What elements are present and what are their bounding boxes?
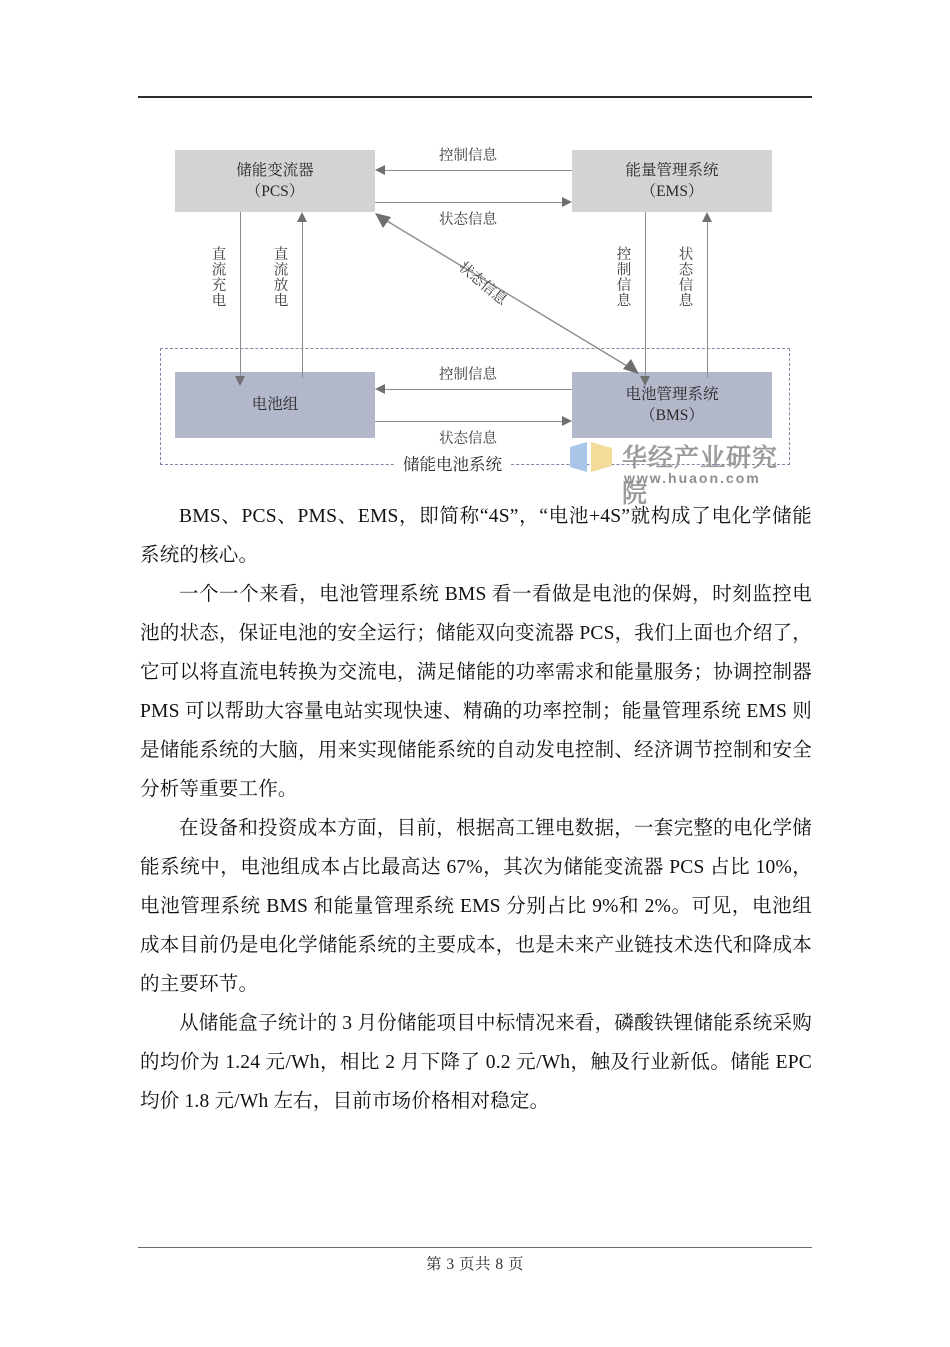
page-number: 第 3 页共 8 页 bbox=[425, 1256, 524, 1273]
edge-label-pcs-ems-control: 控制信息 bbox=[439, 148, 497, 164]
edge-label-bms-control: 控制信息 bbox=[614, 246, 631, 308]
paragraph: 一个一个来看，电池管理系统 BMS 看一看做是电池的保姆，时刻监控电池的状态，保证电池的安全运行；储能双向变流器 PCS，我们上面也介绍了，它可以将直流电转换为交流电，满足储能的功率需求和能量服务；协调控制器 PMS 可以帮助大容量电站实现快速、精确的功率控制；能量管理系统 EMS 则是储能系统的大脑，用来实现储能系统的自动发电控制、经济调节控制和安全分析等重要工作。 bbox=[140, 584, 812, 800]
node-battery-pack-line1: 电池组 bbox=[251, 396, 299, 414]
watermark-title: 华经产业研究院 bbox=[622, 444, 779, 508]
edge-label-dc-charge: 直流充电 bbox=[209, 246, 226, 308]
huaon-logo-icon bbox=[570, 442, 612, 472]
watermark-url: www.huaon.com bbox=[624, 470, 761, 486]
edge-label-diagonal-status: 状态信息 bbox=[455, 259, 510, 309]
paragraph: 从储能盒子统计的 3 月份储能项目中标情况来看，磷酸铁锂储能系统采购的均价为 1.24 元/Wh，相比 2 月下降了 0.2 元/Wh，触及行业新低。储能 EPC 均价 1.8 元/Wh 左右，目前市场价格相对稳定。 bbox=[140, 1013, 812, 1112]
paragraph: 在设备和投资成本方面，目前，根据高工锂电数据，一套完整的电化学储能系统中，电池组成本占比最高达 67%，其次为储能变流器 PCS 占比 10%，电池管理系统 BMS 和能量管理系统 EMS 分别占比 9%和 2%。可见，电池组成本目前仍是电化学储能系统的主要成本，也是未来产业链技术迭代和降成本的主要环节。 bbox=[140, 818, 812, 995]
node-ems-line2: （EMS） bbox=[640, 183, 704, 200]
document-body bbox=[140, 497, 812, 1121]
edge-bms-to-pack-control-line bbox=[385, 389, 572, 390]
edge-pack-to-bms-status-arrowhead bbox=[562, 416, 572, 426]
node-pcs-line1: 储能变流器 bbox=[236, 161, 314, 179]
storage-battery-system-label: 储能电池系统 bbox=[395, 451, 510, 475]
page-footer-rule bbox=[138, 1247, 812, 1248]
node-bms-line1: 电池管理系统 bbox=[625, 385, 719, 403]
edge-label-dc-discharge: 直流放电 bbox=[271, 246, 288, 308]
edge-pack-to-bms-status-line bbox=[375, 421, 562, 422]
edge-label-pcs-ems-status: 状态信息 bbox=[439, 212, 497, 228]
node-ems-line1: 能量管理系统 bbox=[625, 161, 719, 179]
page-header-rule bbox=[138, 96, 812, 98]
node-pcs-line2: （PCS） bbox=[245, 183, 305, 200]
edge-label-bms-status: 状态信息 bbox=[676, 246, 693, 308]
watermark bbox=[570, 440, 795, 508]
edge-label-pack-bms-control: 控制信息 bbox=[439, 367, 497, 383]
system-architecture-diagram bbox=[0, 118, 950, 508]
paragraph: BMS、PCS、PMS、EMS，即简称“4S”，“电池+4S”就构成了电化学储能系统的核心。 bbox=[140, 506, 812, 566]
node-bms-line2: （BMS） bbox=[640, 407, 704, 424]
edge-label-pack-bms-status: 状态信息 bbox=[439, 431, 497, 447]
edge-bms-to-pack-control-arrowhead bbox=[375, 384, 385, 394]
